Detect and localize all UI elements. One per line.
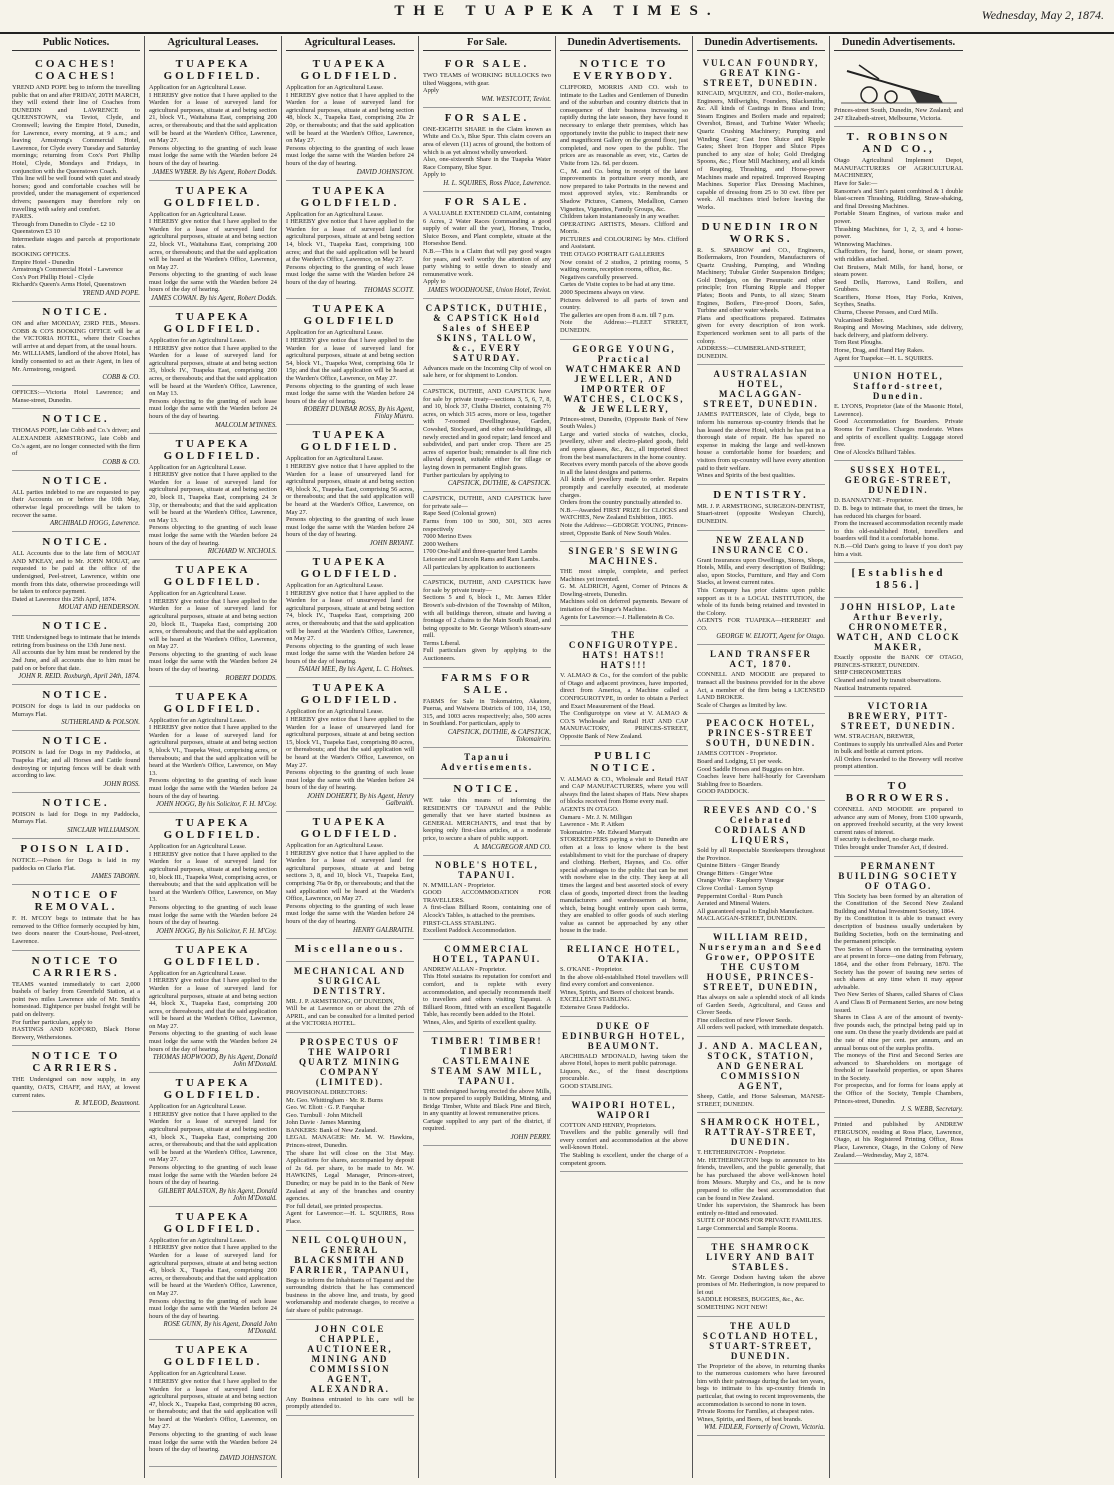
ad-body-text: Application for an Agricultural Lease. I HEREBY give notice that I have applied to the Warden for a lease of surveyed land for agricultural purposes, situate at and being section 44, block X., Tuapeka East, comprising 200 acres, or thereabouts; and that the said application will be heard at the Warden's Office, Lawrence, on May 27. Persons objecting to the granting of such lease must lodge the same with the Warden before 24 hours of the day of hearing. bbox=[149, 969, 277, 1053]
ad-title: WAIPORI HOTEL, WAIPORI bbox=[571, 1099, 677, 1120]
ad-title: WILLIAM REID, Nurseryman and Seed Grower, OPPOSITE THE CUSTOM HOUSE, PRINCES-STREET, DUNEDIN, bbox=[699, 931, 823, 992]
advertisement bbox=[149, 687, 277, 814]
ad-signature: JOHN DOHERTY, By his Agent, Henry Galbraith. bbox=[306, 793, 414, 807]
ad-signature: ROBERT DUNBAR ROSS, By his Agent, Finlay Munro. bbox=[303, 406, 414, 421]
ad-title: TUAPEKA GOLDFIELD. bbox=[300, 184, 400, 209]
advertisement bbox=[423, 856, 551, 940]
ad-body-text: MR. J. P. ARMSTRONG, OF DUNEDIN, Will be at Lawrence on or about the 27th of APRIL, and can be consulted for a limited period at the VICTORIA HOTEL. bbox=[286, 997, 414, 1028]
ad-body-text: KINCAID, M'QUEEN, and CO., Boiler-makers, Engineers, Millwrights, Founders, Blacksmiths, &c. All kinds of Castings in Brass and Iron; Steam Engines and Boilers made and repaired; Overshot, Breast, and Turbine Water Wheels; Quartz Crushing Machinery; Pumping and Winding Gear; Cast Iron Sluice and Ripple Gates; Sheet Iron Hopper and Sluice Pipes punched to any size of hole; Gold Dredging Spoons, &c.; Flour Mill Machinery, and all kinds of Reaping, Thrashing, and Horse-power Machines made and repaired. Improved Reaping Machines. Superior Flax Dressing Machines, capable of dressing from 25 to 30 cwt. fibre per week. All machines tried before leaving the Works. bbox=[697, 90, 825, 211]
ad-title: LAND TRANSFER ACT, 1870. bbox=[709, 649, 813, 670]
advertisement bbox=[423, 192, 551, 299]
advertisement bbox=[834, 127, 963, 367]
ad-signature: JAMES WYBER. By his Agent, Robert Dodds. bbox=[152, 168, 277, 176]
ad-signature: ARCHIBALD HOGG, Lawrence. bbox=[50, 520, 140, 528]
advertisement bbox=[12, 731, 140, 792]
ad-title: THE AULD SCOTLAND HOTEL, STUART-STREET, DUNEDIN. bbox=[702, 1320, 820, 1361]
ad-body-text: Any Business entrusted to his care will be promptly attended to. bbox=[286, 1395, 414, 1411]
ad-title: FOR SALE. bbox=[444, 195, 530, 208]
ad-body-text: A VALUABLE EXTENDED CLAIM, containing 6 Acres, 2 Water Races (commanding a good supply of water all the year), Horses, Trucks, Sluice Boxes, and Plant complete, situate at the Horseshoe Bend. N.B.—This is a Claim that will pay good wages for years, and well worthy the attention of any party wishing to settle down to steady and remunerative work. Apply to bbox=[423, 209, 551, 286]
ad-signature: JAMES WOODHOUSE, Union Hotel, Teviot. bbox=[427, 286, 551, 294]
ad-title: THE SHAMROCK LIVERY AND BAIT STABLES. bbox=[706, 1241, 816, 1272]
ad-body-text: YREND AND POPE beg to inform the travelling public that on and after FRIDAY, 20TH MARCH, they will extend their line of Coaches from DUNEDIN and LAWRENCE to QUEENSTOWN, via Teviot, Clyde, and Cromwell; leaving the Empire Hotel, Dunedin, for Lawrence, every morning, at 9 a.m.; and leaving Armstrong's Commercial Hotel, Lawrence, for Clyde every Tuesday and Saturday mornings; returning from Cox's Port Phillip Hotel, Clyde, Mondays and Fridays, in conjunction with the Queenstown Coach. This line will be well found with quiet and steady horses; good and comfortable coaches will be provided, under the management of experienced drivers; passengers may therefore rely on travelling with safety and comfort. FARES. Through from Dunedin to Clyde - £2 10 Queenstown £3 10 Intermediate stages and parcels at proportionate rates. BOOKING OFFICES. Empire Hotel - Dunedin Armstrong's Commercial Hotel - Lawrence Cox's Port Phillip Hotel - Clyde Richardt's Queen's Arms Hotel, Queenstown bbox=[12, 84, 140, 289]
advertisement bbox=[12, 386, 140, 409]
ad-title: [Established 1856.] bbox=[851, 567, 946, 592]
advertisement bbox=[697, 1238, 825, 1317]
ad-signature: DAVID JOHNSTON. bbox=[219, 1454, 277, 1462]
ad-body-text: THE undersigned having erected the above Mills, is now prepared to supply Building, Mining, and Bridge Timber, White and Black Pine and Birch, in any quantity at lowest remunerative prices. Cartage supplied to any part of the district, if required. bbox=[423, 1087, 551, 1133]
ad-signature: CAPSTICK, DUTHIE, & CAPSTICK, Tokomairiro. bbox=[447, 729, 551, 744]
column-2 bbox=[145, 36, 282, 1478]
advertisement bbox=[697, 365, 825, 484]
ad-body-text: ARCHIBALD M'DONALD, having taken the above Hotel, hopes to merit public patronage. Liquors, &c., of the finest descriptions procurable. GOOD STABLING. bbox=[560, 1052, 688, 1090]
ad-body-text: POISON for dogs is laid in our paddocks on Murrays Flat. bbox=[12, 703, 140, 718]
ad-body-text: THE Undersigned can now supply, in any quantity, OATS, CHAFF, and HAY, at lowest current rates. bbox=[12, 1076, 140, 1099]
ad-body-text: Princes-street, Dunedin, (Opposite Bank of New South Wales.) Large and varied stocks of watches, clocks, jewellery, silver and electro-plated goods, field and opera glasses, &c., &c., all imported direct from the best manufacturers in the home country. Receives every month parcels of the above goods in all the latest designs and patterns. All kinds of jewellery made to order. Repairs promptly and carefully executed, at moderate charges. Orders from the country punctually attended to. N.B.—Awarded FIRST PRIZE for CLOCKS and WATCHES, New Zealand Exhibition, 1865. Note the Address:—GEORGE YOUNG, Princes-street, Opposite Bank of New South Wales. bbox=[560, 415, 688, 537]
ad-body-text: Application for an Agricultural Lease. I HEREBY give notice that I have applied to the Warden for a lease of surveyed land for agricultural purposes, situate at and being section 10, block III., Tuapeka West, comprising acres, or thereabouts; and that the said application will be heard at the Warden's Office, Lawrence, on May 13. Persons objecting to the granting of such lease must lodge the same with the Warden before 24 hours of the day of hearing. bbox=[149, 843, 277, 927]
ad-body-text: WE take this means of informing the RESIDENTS OF TAPANUI and the Public generally that we have started business as GENERAL MERCHANTS, and trust that by keeping only first-class articles, at a moderate price, to secure a share of public support. bbox=[423, 797, 551, 842]
ad-signature: WM. WESTCOTT, Teviot. bbox=[481, 95, 551, 103]
ad-signature: YREND AND POPE. bbox=[82, 290, 140, 298]
advertisement bbox=[12, 685, 140, 731]
advertisement bbox=[834, 54, 963, 127]
advertisement bbox=[834, 857, 963, 1119]
ad-signature: A. MACGREGOR AND CO. bbox=[473, 843, 551, 851]
ad-title: NOTICE OF REMOVAL. bbox=[31, 889, 121, 914]
ad-body-text: Application for an Agricultural Lease. I HEREBY give notice that I have applied to the Warden for a lease of surveyed land for agricultural purposes, situate at and being section 54, block VI., Tuapeka West, comprising 60a 1r 15p; and that the said application will be heard at the Warden's Office, Lawrence, on May 27. Persons objecting to the granting of such lease must lodge the same with the Warden before 24 hours of the day of hearing. bbox=[286, 329, 414, 405]
ad-title: SUSSEX HOTEL, GEORGE-STREET, DUNEDIN. bbox=[844, 465, 953, 496]
ad-body-text: ALL parties indebted to me are requested to pay their Accounts on or before the 10th May, otherwise legal proceedings will be taken to recover the same. bbox=[12, 488, 140, 519]
ad-title: TUAPEKA GOLDFIELD. bbox=[163, 1344, 263, 1369]
advertisement bbox=[560, 542, 688, 626]
advertisement bbox=[834, 776, 963, 857]
ad-title: AUSTRALASIAN HOTEL, MACLAGGAN-STREET, DUNEDIN. bbox=[703, 369, 819, 410]
ad-body-text: Application for an Agricultural Lease. I HEREBY give notice that I have applied to the Warden for a lease of unsurveyed land for agricultural purposes, situate at and being section 15, block VI., Tuapeka East, comprising 80 acres, or thereabouts; and that the said application will be heard at the Warden's Office, Lawrence, on May 27. Persons objecting to the granting of such lease must lodge the same with the Warden before 24 hours of the day of hearing. bbox=[286, 708, 414, 792]
advertisement bbox=[286, 678, 414, 812]
ad-body-text: R. S. SPARROW and CO., Engineers, Boilermakers, Iron Founders, Manufacturers of Quartz Crushing, Pumping, and Winding Machinery; Tubular Girder Suspension Bridges; Gold Dredges, on the Pneumatic and other principle; Iron Fluming Ripple and Hopper Plates; Boots and Punts, to all sizes; Steam Engines, Boilers, Fire-proof Doors, Safes, Turbine and other water wheels. Plans and specifications prepared. Estimates given for every description of iron work. Experienced workmen sent to all parts of the colony. ADDRESS:—CUMBERLAND-STREET, DUNEDIN. bbox=[697, 246, 825, 360]
ad-signature: JOHN BRYANT. bbox=[369, 539, 414, 547]
ad-signature: JAMES TABORN. bbox=[91, 873, 140, 881]
ad-title: NOTICE. bbox=[42, 474, 110, 487]
ad-title: TIMBER! TIMBER! TIMBER! CASTLEMAINE STEAM SAW MILL, TAPANUI. bbox=[430, 1035, 544, 1086]
ad-signature: J. S. WEBB, Secretary. bbox=[901, 1106, 963, 1114]
ad-body-text: Application for an Agricultural Lease. I HEREBY give notice that I have applied to the Warden for a lease of surveyed land for agricultural purposes, situate at and being section 35, block IV., Tuapeka East, comprising 200 acres, or thereabouts; and that the said application will be heard at the Warden's Office, Lawrence, on May 13. Persons objecting to the granting of such lease must lodge the same with the Warden before 24 hours of the day of hearing. bbox=[149, 337, 277, 420]
advertisement bbox=[697, 645, 825, 714]
column-4 bbox=[419, 36, 556, 1478]
ad-body-text: Application for an Agricultural Lease. I HEREBY give notice that I have applied to the Warden for a lease of surveyed land for agricultural purposes, situate at and being section 20, block II., Tuapeka East, comprising 24 3r 31p, or thereabouts; and that the said application will be heard at the Warden's Office, Lawrence, on May 13. Persons objecting to the granting of such lease must lodge the same with the Warden before 24 hours of the day of hearing. bbox=[149, 463, 277, 547]
ad-title: NOBLE'S HOTEL, TAPANUI. bbox=[435, 859, 539, 880]
advertisement bbox=[12, 885, 140, 950]
ad-title: PEACOCK HOTEL, PRINCES-STREET SOUTH, DUNEDIN. bbox=[705, 718, 817, 749]
advertisement bbox=[423, 108, 551, 192]
ad-title: JOHN HISLOP, Late Arthur Beverly, CHRONOMETER, WATCH, AND CLOCK MAKER, bbox=[836, 602, 961, 653]
ad-body-text: JAMES PATTERSON, late of Clyde, begs to inform his numerous up-country friends that he has leased the above Hotel, which he has put in a thorough state of repair. He has spared no expense in making the large and well-known house a comfortable home for boarders; and visitors from up-country will have every attention paid to their welfare. Wines and Spirits of the best qualities. bbox=[697, 411, 825, 480]
ad-title: TUAPEKA GOLDFIELD. bbox=[163, 184, 263, 209]
ad-title: TUAPEKA GOLDFIELD bbox=[303, 303, 397, 328]
advertisement bbox=[286, 552, 414, 679]
ad-body-text: Begs to inform the Inhabitants of Tapanui and the surrounding districts that he has commenced business in the above line, and trusts, by good workmanship and moderate charges, to receive a fair share of public patronage. bbox=[286, 1276, 414, 1314]
ad-title: Tapanui Advertisements. bbox=[440, 752, 534, 773]
ad-title: TUAPEKA GOLDFIELD. bbox=[300, 555, 400, 580]
ad-body-text: Printed and published by ANDREW FERGUSON, residing at Ross Place, Lawrence, Otago, at his Registered Printing Office, Ross Place, Lawrence, Otago, in the Colony of New Zealand.—Wednesday, May 2, 1874. bbox=[834, 1121, 963, 1159]
advertisement bbox=[286, 181, 414, 300]
ad-title: RELIANCE HOTEL, OTAKIA. bbox=[566, 944, 682, 965]
advertisement bbox=[423, 668, 551, 748]
column-1 bbox=[8, 36, 145, 1478]
column-heading: Agricultural Leases. bbox=[286, 36, 414, 51]
advertisement bbox=[834, 367, 963, 461]
ad-body-text: ONE-EIGHTH SHARE in the Claim known as White and Co.'s, Blue Spur. This claim covers an area of eleven (11) acres of ground, the bottom of which is as yet almost wholly unworked. Also, one-sixteenth Share in the Tuapeka Water Race Company, Blue Spur. Apply to bbox=[423, 125, 551, 179]
ad-body-text: Application for an Agricultural Lease. I HEREBY give notice that I have applied to the Warden for a lease of surveyed land for agricultural purposes, situate at and being section 9, block VI., Tuapeka West, comprising acres, or thereabouts; and that the said application will be heard at the Warden's Office, Lawrence, on May 13. Persons objecting to the granting of such lease must lodge the same with the Warden before 24 hours of the day of hearing. bbox=[149, 716, 277, 800]
ad-title: NOTICE TO EVERYBODY. bbox=[573, 58, 675, 82]
advertisement bbox=[423, 385, 551, 492]
ad-body-text: CLIFFORD, MORRIS AND CO. wish to intimate to the Ladies and Gentlemen of Dunedin and of the suburban and country districts that in consequence of their business increasing so rapidly during the late season, they have found it necessary to enlarge their premises, which has opportunely invite the public to inspect their new and magnificent Gallery on the ground floor, just completed, and now open to the public. The prices are as reasonable as ever, viz., Cartes de Visite from 12s. 6d. per dozen. C., M. and Co. being in receipt of the latest improvements in portraiture every month, are now prepared to take Portraits in the newest and most approved styles, viz.: Rembrandts or Shadow Pictures, Cameos, Medallion, Cameo Vignettes, Vignettes, Family Groups, &c. Children taken instantaneously in any weather. OPERATING ARTISTS, Messrs. Clifford and Morris. PICTURES and COLOURING by Mrs. Clifford and Assistant. THE OTAGO PORTRAIT GALLERIES Now consist of 2 studios, 2 printing rooms, 5 waiting rooms, reception rooms, office, &c. Negatives carefully preserved. Cartes de Visite copies to be had at any time. 2000 Specimens always on view. Pictures delivered to all parts of town and country. The galleries are open from 8 a.m. till 7 p.m. Note the Address:—FLEET STREET, DUNEDIN. bbox=[560, 84, 688, 334]
plough-illustration-icon bbox=[839, 59, 959, 107]
advertisement bbox=[560, 340, 688, 543]
ad-title: FOR SALE. bbox=[444, 58, 530, 70]
advertisement bbox=[697, 1037, 825, 1113]
column-3 bbox=[282, 36, 419, 1478]
ad-signature: GILBERT RALSTON, By his Agent, Donald John M'Donald. bbox=[158, 1187, 277, 1202]
ad-body-text: N. M'MILLAN - Proprietor. GOOD ACCOMMODATION FOR TRAVELLERS. A first-class Billiard Room, containing one of Alcock's Tables, is attached to the premises. FIRST-CLASS STABLING. Excellent Paddock Accommodation. bbox=[423, 881, 551, 935]
ad-title: TUAPEKA GOLDFIELD. bbox=[300, 816, 400, 840]
ad-signature: DAVID JOHNSTON. bbox=[356, 168, 414, 176]
ad-title: POISON LAID. bbox=[20, 843, 132, 855]
ad-title: TUAPEKA GOLDFIELD. bbox=[163, 1210, 263, 1235]
ad-title: REEVES AND CO.'S Celebrated CORDIALS AND LIQUERS, bbox=[703, 805, 819, 845]
advertisement bbox=[149, 1207, 277, 1341]
advertisement bbox=[12, 1046, 140, 1112]
ad-title: SINGER'S SEWING MACHINES. bbox=[568, 546, 680, 567]
ad-title: NEIL COLQUHOUN, GENERAL BLACKSMITH AND FARRIER, TAPANUI, bbox=[289, 1234, 411, 1275]
ad-body-text: Application for an Agricultural Lease. I HEREBY give notice that I have applied to the Warden for a lease of surveyed land for agricultural purposes, situate at and being section 43, block X., Tuapeka East, comprising 200 acres, or thereabouts; and that the said application will be heard at the Warden's Office, Lawrence, on May 27. Persons objecting to the granting of such lease must lodge the same with the Warden before 24 hours of the day of hearing. bbox=[149, 1103, 277, 1187]
advertisement bbox=[12, 302, 140, 386]
ad-title: J. AND A. MACLEAN, STOCK, STATION, AND GENERAL COMMISSION AGENT, bbox=[698, 1040, 824, 1091]
ad-title: NOTICE. bbox=[42, 735, 110, 748]
ad-title: NOTICE. bbox=[42, 796, 110, 809]
ad-signature: JOHN PERRY. bbox=[510, 1134, 551, 1142]
ad-signature: CAPSTICK, DUTHIE, & CAPSTICK. bbox=[447, 480, 551, 488]
advertisement bbox=[12, 616, 140, 685]
advertisement bbox=[149, 54, 277, 181]
ad-title: UNION HOTEL, Stafford-street, Dunedin. bbox=[853, 371, 944, 402]
column-7 bbox=[830, 36, 967, 1478]
ad-body-text: F. H. M'COY begs to intimate that he has removed to the Office formerly occupied by him, two doors nearer the Court-house, Peel-street, Lawrence. bbox=[12, 915, 140, 945]
advertisement bbox=[697, 531, 825, 646]
ad-body-text: The Proprietor of the above, in returning thanks to the numerous customers who have favoured him with their patronage during the last ten years, begs to intimate to his up-country friends in particular, that owing to recent improvements, the accommodation is second to none in town. Private Rooms for Families, at cheapest rates. Wines, Spirits, and Beers, of best brands. bbox=[697, 1362, 825, 1423]
ad-signature: THOMAS SCOTT. bbox=[363, 287, 414, 295]
advertisement bbox=[834, 563, 963, 598]
advertisement bbox=[12, 839, 140, 885]
ad-body-text: T. HETHERINGTON - Proprietor. Mr. HETHERINGTON begs to announce to his friends, travellers, and the public generally, that he has purchased the above well-known hotel from Messrs. Murphy and Co., and he is now prepared to offer the best accommodation that can be found in New Zealand. Under his supervision, the Shamrock has been entirely re-fitted and renovated. SUITE OF ROOMS FOR PRIVATE FAMILIES. Large Commercial and Sample Rooms. bbox=[697, 1149, 825, 1233]
ad-body-text: Application for an Agricultural Lease. I HEREBY give notice that I have applied to the Warden for a lease of surveyed land for agricultural purposes, situate at and being section 21, block VI., Waitahuna East, comprising 200 acres, or thereabouts; and that the said application will be heard at the Warden's Office, Lawrence, on May 27. Persons objecting to the granting of such lease must lodge the same with the Warden before 24 hours of the day of hearing. bbox=[149, 84, 277, 167]
ad-title: NEW ZEALAND INSURANCE CO. bbox=[712, 534, 810, 555]
ad-title: GEORGE YOUNG, Practical WATCHMAKER AND JEWELLER, AND IMPORTER OF WATCHES, CLOCKS, & JEWELLERY, bbox=[563, 343, 685, 414]
newspaper-title: THE TUAPEKA TIMES. bbox=[394, 3, 720, 19]
ad-signature: COBB & CO. bbox=[102, 374, 140, 382]
advertisement bbox=[12, 532, 140, 616]
ad-signature: HENRY GALBRAITH. bbox=[352, 926, 414, 934]
ad-body-text: COTTON AND HENRY, Proprietors. Travellers and the public generally will find every comfort and accommodation at the above well-known Hotel. The Stabling is excellent, under the charge of a competent groom. bbox=[560, 1121, 688, 1167]
ad-body-text: This Society has been formed by an alteration of the Constitution of the Second New Zealand Building and Mutual Investment Society, 1864. By its Constitution it is able to transact every description of business usually undertaken by Building Societies, both on the terminating and the permanent principle. Two Series of Shares on the terminating system are at present in force—one dating from February, 1864, and the other from February, 1870. The Society has the power of issuing new series of such shares at any time when it may appear advisable. Two New Series of Shares, called Shares of Class A and Class B of Permanent Series, are now being issued. Shares in Class A are of the amount of twenty-five pounds each, the principal being paid up in one sum. On these the yearly dividends are paid at the rate of nine per cent. per annum, and an annual bonus out of the surplus profits. The moneys of the First and Second Series are advanced to Shareholders on mortgage of freehold or leasehold properties, or upon Shares in the Society. For prospectus, and for forms for loans apply at the Office of the Society, Temple Chambers, Princes-street, Dunedin. bbox=[834, 892, 963, 1105]
advertisement bbox=[560, 940, 688, 1017]
advertisement bbox=[560, 1017, 688, 1096]
advertisement bbox=[560, 1096, 688, 1173]
ad-body-text: NOTICE.—Poison for Dogs is laid in my paddocks on Clarks Flat. bbox=[12, 857, 140, 872]
ad-body-text: THE Undersigned begs to intimate that he intends retiring from business on the 13th June next. All accounts due by him must be rendered by the 2nd June, and all accounts due to him must be paid on or before that date. bbox=[12, 634, 140, 672]
ad-title: NOTICE. bbox=[42, 620, 110, 633]
ad-body-text: CONNELL AND MOODIE are prepared to advance any sum of Money, from £100 upwards, on approved freehold security, at the very lowest current rates of interest. If security is declined, no charge made. Titles brought under Transfer Act, if desired. bbox=[834, 806, 963, 852]
column-heading: Dunedin Advertisements. bbox=[560, 36, 688, 51]
ad-body-text: ANDREW ALLAN - Proprietor. This Hotel sustains its reputation for comfort and comfort, and is replete with every accommodation, and specially recommends itself to travellers and others visiting Tapanui. A Billiard Room, fitted with an excellent Bagatelle Table, has recently been added to the Hotel. Wines, Ales, and Spirits of excellent quality. bbox=[423, 965, 551, 1026]
ad-title: NOTICE TO CARRIERS. bbox=[31, 1050, 121, 1075]
column-heading: For Sale. bbox=[423, 36, 551, 51]
ad-title: NOTICE. bbox=[42, 689, 110, 702]
advertisement bbox=[697, 714, 825, 801]
ad-body-text: Grant Insurances upon Dwellings, Stores, Shops, Hotels, Mills, and every description of Building; also, upon Stocks, Furniture, and Hay and Corn Stacks, at lowest current rates. This Company has prior claims upon public support as it is a LOCAL INSTITUTION, the whole of its funds being retained and invested in the Colony. AGENTS FOR TUAPEKA—HERBERT and CO. bbox=[697, 556, 825, 632]
ad-body-text: PROVISIONAL DIRECTORS: Mr. Geo. Whittingham · Mr. R. Burns Geo. W. Eliott · G. P. Farquhar Geo. Turnbull · John Mitchell John Davie · James Manning BANKERS: Bank of New Zealand. LEGAL MANAGER: Mr. M. W. Hawkins, Princes-street, Dunedin. The share list will close on the 31st May. Applications for shares, accompanied by deposit of 2s 6d. per share, to be made to Mr. W. HAWKINS, Legal Manager, Princes-street, Dunedin; or may be paid in to the Bank of New Zealand at any of the branches and country agencies. For full detail, see printed prospectus. Agent for Lawrence:—H. L. SQUIRES, Ross Place. bbox=[286, 1088, 414, 1225]
ad-title: NOTICE. bbox=[42, 413, 110, 426]
ad-title: TUAPEKA GOLDFIELD. bbox=[163, 690, 263, 715]
ad-title: THE CONFIGUROTYPE. HATS! HATS!! HATS!!! bbox=[568, 630, 680, 671]
ad-signature: ROSE GUNN, By his Agent, Donald John M'Donald. bbox=[163, 1321, 277, 1336]
ad-title: TUAPEKA GOLDFIELD. bbox=[163, 437, 263, 462]
advertisement bbox=[286, 299, 414, 425]
ad-body-text: Application for an Agricultural Lease. I HEREBY give notice that I have applied to the Warden for a lease of surveyed land for agricultural purposes, situate at and being section 47, block X., Tuapeka East, comprising 80 acres, or thereabouts; and that the said application will be heard at the Warden's Office, Lawrence, on May 27. Persons objecting to the granting of such lease must lodge the same with the Warden before 24 hours of the day of hearing. bbox=[149, 1370, 277, 1454]
advertisement bbox=[286, 1033, 414, 1231]
ad-body-text: Has always on sale a splendid stock of all kinds of Garden Seeds, Agricultural, and Grass and Clover Seeds. Fine collection of new Flower Seeds. All orders well packed, with immediate despatch. bbox=[697, 993, 825, 1032]
advertisement bbox=[560, 746, 688, 940]
advertisement bbox=[423, 748, 551, 779]
ad-title: FOR SALE. bbox=[444, 111, 530, 124]
ad-title: TUAPEKA GOLDFIELD. bbox=[163, 564, 263, 589]
ad-body-text: D. BANNATYNE - Proprietor. D. B. begs to intimate that, to meet the times, he has reduced his charges for board. From the increased accommodation recently made to this old-established Hotel, travellers and boarders will find it a comfortable home. N.B.—Old Dan's going to leave if you don't pay him a visit. bbox=[834, 497, 964, 558]
ad-title: TUAPEKA GOLDFIELD. bbox=[163, 943, 263, 968]
advertisement bbox=[697, 485, 825, 531]
advertisement bbox=[697, 1113, 825, 1238]
advertisement bbox=[12, 409, 140, 470]
ad-body-text: OFFICES:—Victoria Hotel Lawrence; and Manse-street, Dunedin. bbox=[12, 389, 140, 404]
advertisement bbox=[697, 801, 825, 928]
ad-body-text: CAPSTICK, DUTHIE, AND CAPSTICK have for sale by private treaty— Sections 5 and 6, block I., Mr. James Elder Brown's sub-division of the Township of Milton, with all buildings thereon, situate and having a frontage of 2 chains to the Main South Road, and being opposite to Mr. George Wilson's steam-saw mill. Terms Liberal. Full particulars given by applying to the Auctioneers. bbox=[423, 579, 551, 663]
advertisement bbox=[834, 1118, 963, 1164]
ad-body-text: CAPSTICK, DUTHIE, AND CAPSTICK have for sale by private treaty—sections 3, 5, 6, 7, 8, and 10, block 37, Clutha District, containing 7½ acres, on which 315 acres, more or less, together with 7-roomed Dwellinghouse, Garden, Cowshed, Stockyard, and other out-buildings, all newly erected and in good repair; land fenced and subdivided, and part under crop. There are 25 acres of superior bush; remainder is all fine rich alluvial deposit, suitable either for tillage or laying down in permanent English grass. Further particulars by applying to bbox=[423, 388, 551, 479]
ad-body-text: ON and after MONDAY, 23RD FEB., Messrs. COBB & CO'S BOOKING OFFICE will be at the VICTORIA HOTEL, where their Coaches will arrive at and depart from, at the usual hours. Mr. WILLIAMS, landlord of the above Hotel, has kindly consented to act as their Agent, in lieu of Mr. Armstrong, resigned. bbox=[12, 320, 140, 373]
ad-signature: MALCOLM M'INNES. bbox=[215, 421, 277, 429]
ad-body-text: E. LYONS, Proprietor (late of the Masonic Hotel, Lawrence). Good Accommodation for Boarders. Private Rooms for Families. Charges moderate. Wines and spirits of excellent quality. Luggage stored free. One of Alcock's Billiard Tables. bbox=[834, 403, 963, 456]
ad-signature: JOHN HOGG, By his Solicitor, F. H. M'Coy. bbox=[155, 801, 277, 809]
advertisement bbox=[423, 299, 551, 385]
masthead bbox=[0, 0, 1114, 34]
ad-body-text: THE most simple, complete, and perfect Machines yet invented. G. M. ALDRICH, Agent, Corner of Princes & Dowling-streets, Dunedin. Machines sold on deferred payments. Beware of imitation of the Singer's Machine. Agents for Lawrence:—J. Hallenstein & Co. bbox=[560, 568, 688, 621]
ad-body-text: Application for an Agricultural Lease. I HEREBY give notice that I have applied to the Warden for a lease of surveyed land for agricultural purposes, situate at and being section 14, block VI., Tuapeka East, comprising 100 acres; and that the said application will be heard at the Warden's Office, Lawrence, on May 27. Persons objecting to the granting of such lease must lodge the same with the Warden before 24 hours of the day of hearing. bbox=[286, 210, 414, 286]
column-heading: Dunedin Advertisements. bbox=[697, 36, 825, 51]
ad-body-text: Sold by all Respectable Storekeepers throughout the Province. Quinine Bitters · Ginger Brandy Orange Bitters · Ginger Wine Orange Wine · Raspberry Vinegar Clove Cordial · Lemon Syrup Peppermint Cordial · Rum Punch Aerated and Mineral Waters. All guaranteed equal to English Manufacture. MACLAGGAN-STREET, DUNEDIN. bbox=[697, 847, 825, 923]
ad-title: SHAMROCK HOTEL, RATTRAY-STREET, DUNEDIN. bbox=[700, 1117, 822, 1148]
advertisement bbox=[12, 793, 140, 839]
ad-title: TUAPEKA GOLDFIELD. bbox=[163, 311, 263, 336]
ad-body-text: CAPSTICK, DUTHIE, AND CAPSTICK have for private sale— Rape Seed (Colonial grown) Farms from 100 to 300, 301, 303 acres respectively 7000 Merino Ewes 2000 Wethers 1700 One-half and three-quarter bred Lambs Leicester and Lincoln Rams and Ram Lambs. All particulars by application to auctioneers bbox=[423, 495, 551, 571]
advertisement bbox=[286, 939, 414, 962]
advertisement bbox=[149, 1340, 277, 1467]
column-heading: Agricultural Leases. bbox=[149, 36, 277, 51]
advertisement bbox=[286, 962, 414, 1033]
ad-signature: JOHN R. REID. Roxburgh, April 24th, 1874. bbox=[18, 673, 140, 681]
ad-signature: H. L. SQUIRES, Ross Place, Lawrence. bbox=[443, 179, 551, 187]
ad-body-text: ALL Accounts due to the late firm of MOUAT AND M'KEAY, and to Mr. JOHN MOUAT, are requested to be paid at the office of the undersigned, Peel-street, Lawrence, within one month from this date, otherwise proceedings will be taken to enforce payment. Dated at Lawrence this 25th April, 1874. bbox=[12, 550, 140, 603]
advertisement bbox=[149, 560, 277, 687]
column-6 bbox=[693, 36, 830, 1478]
advertisement bbox=[423, 779, 551, 856]
ad-body-text: Application for an Agricultural Lease. I HEREBY give notice that I have applied to the Warden for a lease of surveyed land for agricultural purposes, situate at and being section 20, block II., Tuapeka East, comprising 200 acres, or thereabouts; and that the said application will be heard at the Warden's Office, Lawrence, on May 27. Persons objecting to the granting of such lease must lodge the same with the Warden before 24 hours of the day of hearing. bbox=[149, 590, 277, 674]
advertisement bbox=[423, 940, 551, 1032]
ad-body-text: JAMES COTTON - Proprietor. Board and Lodging, £1 per week. Good Saddle Horses and Buggies on hire. Coaches leave here half-hourly for Caversham Stabling free to Boarders. GOOD PADDOCK. bbox=[697, 750, 825, 796]
advertisement bbox=[12, 471, 140, 532]
advertisement bbox=[12, 54, 140, 302]
ad-title: Miscellaneous. bbox=[294, 942, 406, 955]
ad-signature: GEORGE W. ELIOTT, Agent for Otago. bbox=[716, 633, 825, 641]
issue-date: Wednesday, May 2, 1874. bbox=[981, 8, 1104, 22]
ad-body-text: Mr. George Dodson having taken the above promises of Mr. Hetherington, is now prepared to let out SADDLE HORSES, BUGGIES, &c., &c. SOMETHING NOT NEW! bbox=[697, 1273, 825, 1311]
advertisement bbox=[423, 576, 551, 668]
ad-signature: RICHARD W. NICHOLS. bbox=[207, 548, 277, 556]
advertisement bbox=[697, 217, 825, 366]
advertisement bbox=[12, 951, 140, 1047]
ad-title: TUAPEKA GOLDFIELD. bbox=[163, 817, 263, 842]
ad-title: TUAPEKA GOLDFIELD. bbox=[163, 58, 263, 82]
ad-body-text: Application for an Agricultural Lease. I HEREBY give notice that I have applied to the Warden for a lease of unsurveyed land for agricultural purposes, situate at and being section 49, block X., Tuapeka East, comprising 56 acres, or thereabouts; and that the said application will be heard at the Warden's Office, Lawrence, on May 27. Persons objecting to the granting of such lease must lodge the same with the Warden before 24 hours of the day of hearing. bbox=[286, 455, 414, 539]
ad-title: MECHANICAL AND SURGICAL DENTISTRY. bbox=[293, 965, 407, 996]
ad-title: TO BORROWERS. bbox=[845, 780, 952, 805]
ad-body-text: Princes-street South, Dunedin, New Zealand; and 247 Elizabeth-street, Melbourne, Victoria. bbox=[834, 107, 963, 122]
advertisement bbox=[149, 940, 277, 1074]
ad-body-text: THOMAS POPE, late Cobb and Co.'s driver; and ALEXANDER ARMSTRONG, late Cobb and Co.'s agent, are no longer connected with the firm of bbox=[12, 427, 140, 458]
ad-title: VICTORIA BREWERY, PITT-STREET, DUNEDIN. bbox=[840, 701, 957, 732]
ad-body-text: Application for an Agricultural Lease. I HEREBY give notice that I have applied to the Warden for a lease of surveyed land for agricultural purposes, situate at and being section 45, block X., Tuapeka East, comprising 200 acres, or thereabouts; and that the said application will be heard at the Warden's Office, Lawrence, on May 27. Persons objecting to the granting of such lease must lodge the same with the Warden before 24 hours of the day of hearing. bbox=[149, 1236, 277, 1320]
advertisement bbox=[286, 425, 414, 552]
ad-title: NOTICE. bbox=[42, 306, 110, 319]
ad-title: VULCAN FOUNDRY, GREAT KING-STREET, DUNEDIN. bbox=[702, 58, 820, 88]
advertisement bbox=[149, 181, 277, 308]
advertisement bbox=[697, 1317, 825, 1437]
ad-signature: MOUAT AND HENDERSON. bbox=[58, 604, 140, 612]
ad-body-text: Application for an Agricultural Lease. I HEREBY give notice that I have applied to the Warden for a lease of surveyed land for agricultural purposes, situate at and being sections 3, 8, and 10, block VI., Tuapeka East, comprising 76a 0r 8p, or thereabouts; and that the said application will be heard at the Warden's Office, Lawrence, on May 27. Persons objecting to the granting of such lease must lodge the same with the Warden before 24 hours of the day of hearing. bbox=[286, 842, 414, 925]
ad-signature: THOMAS HOPWOOD, By his Agent, Donald John M'Donald. bbox=[152, 1054, 277, 1069]
ad-title: NOTICE. bbox=[42, 536, 110, 549]
advertisement bbox=[697, 928, 825, 1037]
ad-title: DUKE OF EDINBURGH HOTEL, BEAUMONT. bbox=[561, 1020, 687, 1051]
ad-signature: SUTHERLAND & POLSON. bbox=[61, 719, 140, 727]
ad-title: COMMERCIAL HOTEL, TAPANUI. bbox=[432, 943, 542, 964]
ad-body-text: Application for an Agricultural Lease. I HEREBY give notice that I have applied to the Warden for a lease of surveyed land for agricultural purposes, situate at and being section 22, block VI., Waitahuna East, comprising 200 acres, or thereabouts; and that the said application will be heard at the Warden's Office, Lawrence, on May 27. Persons objecting to the granting of such lease must lodge the same with the Warden before 24 hours of the day of hearing. bbox=[149, 210, 277, 294]
ad-body-text: Application for an Agricultural Lease. I HEREBY give notice that I have applied to the Warden for a lease of unsurveyed land for agricultural purposes, situate at and being section 74, block IV., Tuapeka East, comprising 200 acres, or thereabouts; and that the said application will be heard at the Warden's Office, Lawrence, on May 27. Persons objecting to the granting of such lease must lodge the same with the Warden before 24 hours of the day of hearing. bbox=[286, 581, 414, 665]
ad-body-text: Advances made on the Incoming Clip of wool on sale here, or for shipment to London. bbox=[423, 364, 551, 380]
ad-body-text: V. ALMAO & CO., Wholesale and Retail HAT and CAP MANUFACTURERS, where you will always find the latest shapes of Hats. New shapes of blocks received from Home every mail. AGENTS IN OTAGO. Oamaru - Mr. J. N. Milligan Lawrence - Mr. P. Aitken Tokomairiro - Mr. Edward Marryatt STOREKEEPERS paying a visit to Dunedin are often at a loss to know where is the best establishment to visit for the purchase of drapery and clothing. Herbert, Haynes, and Co. offer special advantages to the public that can be met with nowhere else in the city. They keep at all times the largest and best assorted stock of every class of goods, imported direct from the leading manufacturers and warehousemen at home, which, being bought entirely upon cash terms, they are enabled to offer goods of such sterling value as cannot be approached by any other house in the trade. bbox=[560, 775, 688, 935]
ad-title: FARMS FOR SALE. bbox=[441, 671, 533, 696]
ad-title: NOTICE TO CARRIERS. bbox=[31, 954, 121, 979]
advertisement bbox=[697, 54, 825, 217]
ad-body-text: POISON is laid for Dogs in my Paddocks, at Tuapeka Flat; and all Horses and Cattle found destroying or injuring fences will be dealt with according to law. bbox=[12, 749, 140, 780]
ad-body-text: Exactly opposite the BANK OF OTAGO, PRINCES-STREET, DUNEDIN. SHIP CHRONOMETERS Cleaned and rated by transit observations. Nautical Instruments repaired. bbox=[834, 654, 963, 692]
advertisement bbox=[834, 697, 963, 776]
ad-title: TUAPEKA GOLDFIELD. bbox=[300, 58, 400, 82]
ad-title: NOTICE. bbox=[453, 783, 521, 796]
ad-body-text: WM. STRACHAN, BREWER, Continues to supply his unrivalled Ales and Porter in bulk and bottle at current prices. All Orders forwarded to the Brewery will receive prompt attention. bbox=[834, 733, 963, 771]
column-5 bbox=[556, 36, 693, 1478]
ad-title: DUNEDIN IRON WORKS. bbox=[701, 220, 821, 245]
ad-title: PERMANENT BUILDING SOCIETY OF OTAGO. bbox=[838, 860, 959, 891]
columns-container bbox=[8, 36, 1106, 1478]
advertisement bbox=[286, 54, 414, 181]
ad-title: DENTISTRY. bbox=[713, 488, 809, 501]
ad-body-text: TWO TEAMS of WORKING BULLOCKS two tilted Waggons, with gear. Apply bbox=[423, 72, 551, 95]
ad-signature: JAMES COWAN. By his Agent, Robert Dodds. bbox=[150, 295, 277, 303]
ad-signature: ROBERT DODDS. bbox=[225, 674, 277, 682]
advertisement bbox=[286, 1231, 414, 1320]
ad-body-text: MR. J. P. ARMSTRONG, SURGEON-DENTIST, Stuart-street (opposite Wesleyan Church), DUNEDIN. bbox=[697, 502, 825, 525]
ad-body-text: Otago Agricultural Implement Depot, MANUFACTURERS OF AGRICULTURAL MACHINERY, Have for Sale:— Ransome's and Sim's patent combined & 1 double blast-screen Thrashing, Riddling, Straw-shaking, and final Dressing Machines. Portable Steam Engines, of various make and power. Thrashing Machines, for 1, 2, 3, and 4 horse-power. Winnowing Machines. Chaffcutters, for hand, horse, or steam power, with riddles attached. Oat Bruisers, Malt Mills, for hand, horse, or steam power. Seed Drills, Harrows, Land Rollers, and Grubbers. Scarifiers, Horse Hoes, Hay Forks, Knives, Scythes, Snaths. Churns, Cheese Presses, and Curd Mills. Vulcanised Rubber. Reaping and Mowing Machines, side delivery, back delivery, and platform delivery. Torn Rest Ploughs. Horse, Drag, and Hand Hay Rakes. Agent for Tuapeka:—H. L. SQUIRES. bbox=[834, 157, 963, 362]
advertisement bbox=[834, 461, 963, 563]
ad-body-text: POISON is laid for Dogs in my Paddocks, Murrays Flat. bbox=[12, 810, 140, 826]
advertisement bbox=[149, 813, 277, 940]
advertisement bbox=[149, 1073, 277, 1207]
ad-body-text: Application for an Agricultural Lease. I HEREBY give notice that I have applied to the Warden for a lease of surveyed land for agricultural purposes, situate at and being section 48, block X., Tuapeka East, comprising 20a 2r 20p, or thereabouts; and that the said application will be heard at the Warden's Office, Lawrence, on May 27. Persons objecting to the granting of such lease must lodge the same with the Warden before 24 hours of the day of hearing. bbox=[286, 84, 414, 167]
ad-title: PUBLIC NOTICE. bbox=[590, 749, 658, 774]
column-heading: Dunedin Advertisements. bbox=[834, 36, 963, 51]
ad-title: TUAPEKA GOLDFIELD. bbox=[163, 1077, 263, 1102]
ad-body-text: CONNELL AND MOODIE are prepared to transact all the business provided for in the above Act, a member of the firm being a LICENSED LAND BROKER. Scale of Charges as limited by law. bbox=[697, 671, 825, 709]
ad-signature: SINCLAIR WILLIAMSON. bbox=[67, 827, 140, 834]
advertisement bbox=[286, 812, 414, 939]
ad-body-text: Sheep, Cattle, and Horse Salesman, MANSE-STREET, DUNEDIN. bbox=[697, 1092, 825, 1108]
advertisement bbox=[834, 598, 963, 697]
ad-signature: JOHN ROSS. bbox=[103, 780, 140, 788]
ad-title: T. ROBINSON AND CO., bbox=[846, 131, 951, 156]
ad-title: TUAPEKA GOLDFIELD. bbox=[300, 429, 400, 454]
ad-signature: WM. FIDLER, Formerly of Crown, Victoria. bbox=[703, 1424, 825, 1432]
ad-title: TUAPEKA GOLDFIELD. bbox=[300, 682, 400, 707]
ad-body-text: TEAMS wanted immediately to cart 2,000 bushels of barley from Greenfield Station, at a point two miles Lawrence side of Mr. Smith's homestead. Eightpence per bushel freight will be paid on delivery. For further particulars, apply to HASTINGS AND KOFORD, Black Horse Brewery, Wetherstones. bbox=[12, 980, 140, 1041]
advertisement bbox=[560, 626, 688, 745]
advertisement bbox=[286, 1320, 414, 1416]
ad-signature: JOHN HOGG, By his Solicitor, F. H. M'Coy. bbox=[155, 927, 277, 935]
column-heading: Public Notices. bbox=[12, 36, 140, 51]
advertisement bbox=[423, 54, 551, 108]
ad-body-text: FARMS for Sale in Tokomairiro, Akatore, Puerua, and Waiwera Districts of 100, 114, 150, 315, and 1003 acres respectively; also, 500 acres in Southland. For particulars, apply to bbox=[423, 697, 551, 728]
advertisement bbox=[560, 54, 688, 340]
ad-signature: COBB & CO. bbox=[102, 458, 140, 466]
ad-signature: R. M'LEOD, Beaumont. bbox=[74, 1100, 140, 1108]
ad-title: COACHES! COACHES! bbox=[34, 58, 118, 82]
ad-title: JOHN COLE CHAPPLE, AUCTIONEER, MINING AND COMMISSION AGENT, ALEXANDRA. bbox=[307, 1323, 393, 1394]
ad-signature: ISAIAH MEE, By his Agent, L. C. Holmes. bbox=[298, 666, 414, 674]
ad-body-text: S. O'KANE - Proprietor. In the above old-established Hotel travellers will find every comfort and convenience. Wines, Spirits, and Beers of choicest brands. EXCELLENT STABLING. Extensive Grass Paddocks. bbox=[560, 966, 688, 1012]
ad-title: PROSPECTUS OF THE WAIPORI QUARTZ MINING COMPANY (LIMITED). bbox=[299, 1036, 401, 1087]
advertisement bbox=[423, 1032, 551, 1147]
advertisement bbox=[149, 434, 277, 561]
ad-title: CAPSTICK, DUTHIE, & CAPSTICK Hold Sales of SHEEP SKINS, TALLOW, &c., EVERY SATURDAY. bbox=[425, 302, 549, 363]
advertisement bbox=[149, 307, 277, 434]
advertisement bbox=[423, 492, 551, 576]
ad-body-text: V. ALMAO & Co., for the comfort of the public of Otago and adjacent provinces, have imported, direct from America, a Machine called a CONFIGUROTYPE, in order to obtain a Perfect and Exact Measurement of the Head. The Configurotype on view at V. ALMAO & CO.'S Wholesale and Retail HAT AND CAP MANUFACTORY, PRINCES-STREET, Opposite Bank of New Zealand. bbox=[560, 672, 688, 740]
